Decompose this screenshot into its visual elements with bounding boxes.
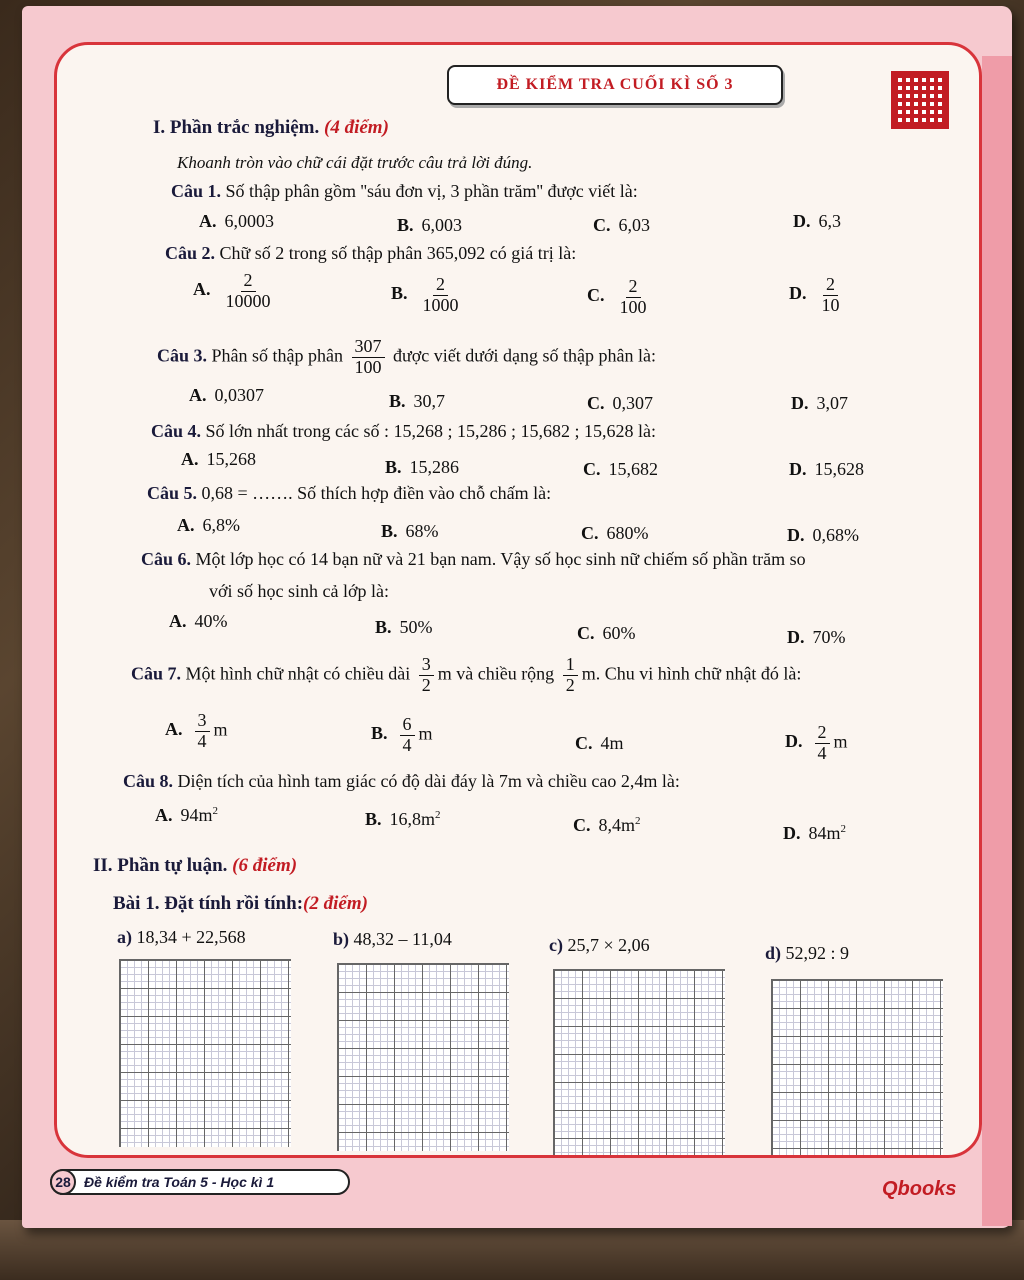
exam-frame — [54, 42, 982, 1158]
q7-option-a[interactable]: A. $\frac{3}{4}$ m — [165, 710, 228, 751]
q2-option-a[interactable]: A. $\frac{2}{10000}$ — [193, 270, 271, 311]
question-label: Câu 2. — [165, 243, 216, 263]
exercise-1-heading — [113, 893, 368, 915]
page-title: ĐỀ KIỂM TRA CUỐI KÌ SỐ 3 — [447, 65, 783, 105]
q6-option-a[interactable]: A. 40% — [169, 611, 228, 631]
question-6-cont: với số học sinh cả lớp là: — [209, 581, 390, 601]
q6-option-b[interactable]: B. 50% — [375, 617, 433, 637]
workbook-page — [22, 6, 1012, 1228]
question-4 — [151, 421, 656, 442]
q7-option-b[interactable]: B. $\frac{6}{4}$ m — [371, 714, 433, 755]
question-label: Câu 8. — [123, 771, 174, 791]
question-label: Câu 5. — [147, 483, 198, 503]
q4-option-c[interactable]: C. 15,682 — [583, 459, 658, 479]
question-1 — [171, 181, 638, 202]
q8-option-b[interactable]: B. $16,8m^2$ — [365, 809, 441, 829]
question-text: được viết dưới dạng số thập phân là: — [393, 345, 656, 366]
part1-points: (4 điểm) — [324, 117, 389, 138]
q6-option-d[interactable]: D. 70% — [787, 627, 846, 647]
question-text: Chữ số 2 trong số thập phân 365,092 có giá trị là: — [219, 243, 577, 263]
question-text: Số lớn nhất trong các số : 15,268 ; 15,286 ; 15,682 ; 15,628 là: — [205, 421, 656, 441]
q5-option-b[interactable]: B. 68% — [381, 521, 439, 541]
part2-title: II. Phần tự luận. — [93, 855, 228, 876]
fraction: $\frac{1}{2}$ — [563, 655, 578, 696]
q8-option-d[interactable]: D. $84m^2$ — [783, 823, 847, 843]
question-7 — [131, 655, 801, 696]
q3-option-c[interactable]: C. 0,307 — [587, 393, 653, 413]
question-8 — [123, 771, 680, 792]
question-text: Một lớp học có 14 bạn nữ và 21 bạn nam. Vậy số học sinh nữ chiếm số phần trăm so — [195, 549, 806, 569]
q3-option-a[interactable]: A. 0,0307 — [189, 385, 264, 405]
q1-option-b[interactable]: B. 6,003 — [397, 215, 463, 235]
exercise-b: b) 48,32 – 11,04 — [333, 929, 452, 949]
grid-workspace-d[interactable] — [771, 979, 943, 1158]
q1-option-a[interactable]: A. 6,0003 — [199, 211, 274, 231]
question-2 — [165, 243, 576, 264]
q4-option-b[interactable]: B. 15,286 — [385, 457, 460, 477]
next-page-edge — [982, 56, 1012, 1226]
q7-option-d[interactable]: D. $\frac{2}{4}$ m — [785, 722, 848, 763]
book-title: Đề kiểm tra Toán 5 - Học kì 1 — [84, 1174, 275, 1190]
q5-option-d[interactable]: D. 0,68% — [787, 525, 859, 545]
instruction: Khoanh tròn vào chữ cái đặt trước câu trả lời đúng. — [177, 153, 533, 172]
question-label: Câu 7. — [131, 663, 182, 684]
q8-option-c[interactable]: C. $8,4m^2$ — [573, 815, 641, 835]
exercise-a: a) 18,34 + 22,568 — [117, 927, 246, 947]
footer-banner — [50, 1169, 350, 1195]
q4-option-a[interactable]: A. 15,268 — [181, 449, 256, 469]
question-label: Câu 6. — [141, 549, 192, 569]
table-background — [0, 1220, 1024, 1280]
question-label: Câu 1. — [171, 181, 222, 201]
question-5 — [147, 483, 551, 504]
q1-option-c[interactable]: C. 6,03 — [593, 215, 650, 235]
question-text: 0,68 = ……. Số thích hợp điền vào chỗ chấm là: — [201, 483, 552, 503]
question-text: Phân số thập phân — [211, 345, 343, 366]
question-text: m và chiều rộng — [437, 663, 555, 684]
part2-points: (6 điểm) — [232, 855, 298, 876]
exercise-d: d) 52,92 : 9 — [765, 943, 850, 963]
question-text: Số thập phân gồm ''sáu đơn vị, 3 phần trăm'' được viết là: — [225, 181, 638, 201]
question-text: Diện tích của hình tam giác có độ dài đáy là 7m và chiều cao 2,4m là: — [177, 771, 680, 791]
part1-title: I. Phần trắc nghiệm. — [153, 117, 320, 138]
question-text: m. Chu vi hình chữ nhật đó là: — [581, 663, 802, 684]
q5-option-c[interactable]: C. 680% — [581, 523, 649, 543]
q1-option-d[interactable]: D. 6,3 — [793, 211, 841, 231]
publisher-logo: Qbooks — [882, 1178, 957, 1200]
q2-option-b[interactable]: B. $\frac{2}{1000}$ — [391, 274, 459, 315]
fraction: $\frac{307}{100}$ — [352, 337, 385, 378]
q7-option-c[interactable]: C. 4m — [575, 733, 624, 753]
question-text: Một hình chữ nhật có chiều dài — [185, 663, 411, 684]
q8-option-a[interactable]: A. $94m^2$ — [155, 805, 219, 825]
q3-option-d[interactable]: D. 3,07 — [791, 393, 848, 413]
qr-code-icon[interactable] — [891, 71, 949, 129]
part2-heading — [93, 855, 297, 877]
question-label: Câu 4. — [151, 421, 202, 441]
exercise-1-title: Bài 1. Đặt tính rồi tính: — [113, 893, 304, 914]
q4-option-d[interactable]: D. 15,628 — [789, 459, 864, 479]
q6-option-c[interactable]: C. 60% — [577, 623, 636, 643]
question-3 — [157, 337, 656, 378]
q3-option-b[interactable]: B. 30,7 — [389, 391, 446, 411]
grid-workspace-c[interactable] — [553, 969, 725, 1157]
q2-option-d[interactable]: D. $\frac{2}{10}$ — [789, 274, 840, 315]
grid-workspace-b[interactable] — [337, 963, 509, 1151]
question-6 — [141, 549, 806, 570]
exercise-1-points: (2 điểm) — [303, 893, 368, 914]
part1-heading — [153, 117, 389, 139]
fraction: $\frac{3}{2}$ — [419, 655, 434, 696]
q5-option-a[interactable]: A. 6,8% — [177, 515, 240, 535]
exercise-c: c) 25,7 × 2,06 — [549, 935, 650, 955]
page-number: 28 — [50, 1169, 76, 1195]
q2-option-c[interactable]: C. $\frac{2}{100}$ — [587, 276, 647, 317]
question-label: Câu 3. — [157, 345, 208, 366]
grid-workspace-a[interactable] — [119, 959, 291, 1147]
